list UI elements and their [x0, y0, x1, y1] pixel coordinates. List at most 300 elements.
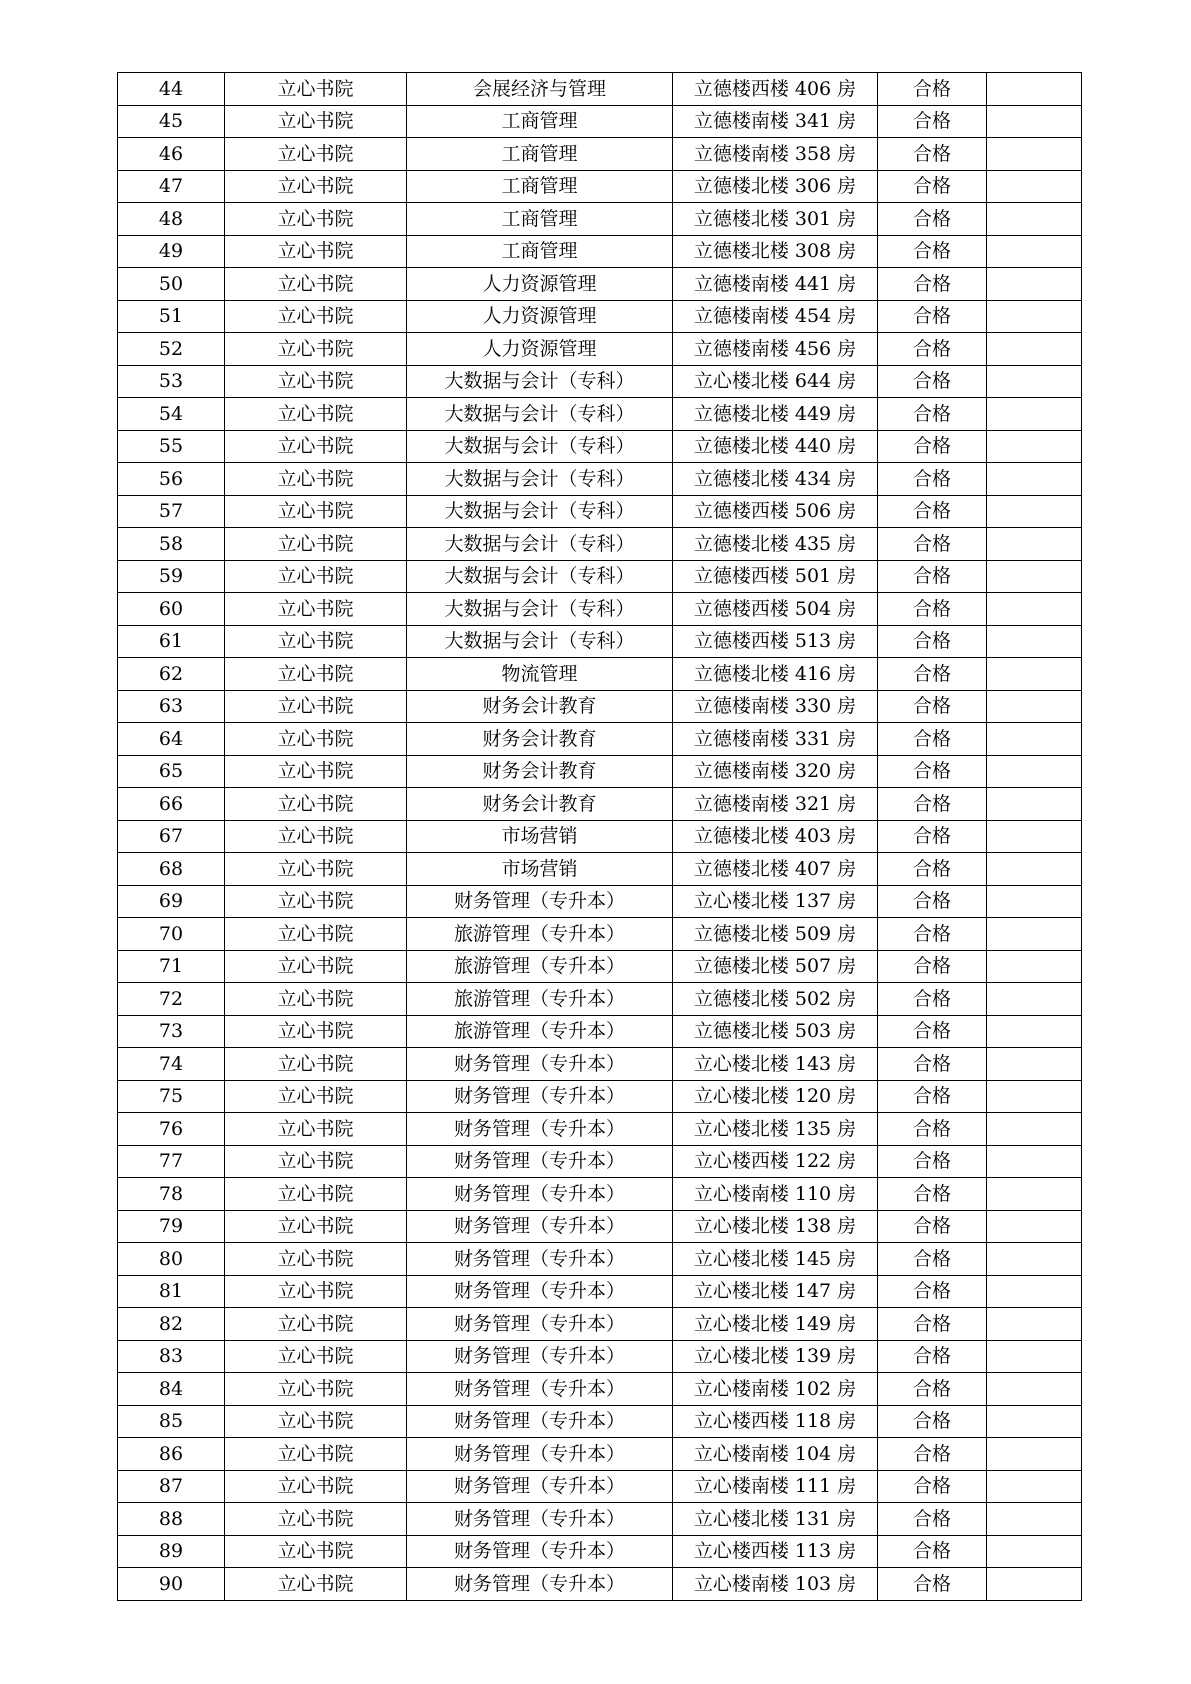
- cell-row-number: 44: [118, 73, 225, 106]
- cell-major: 财务管理（专升本）: [407, 1568, 673, 1601]
- cell-college: 立心书院: [225, 723, 407, 756]
- cell-note: [987, 463, 1082, 496]
- cell-room: 立德楼西楼 406 房: [673, 73, 878, 106]
- cell-note: [987, 1568, 1082, 1601]
- cell-row-number: 52: [118, 333, 225, 366]
- cell-room: 立心楼北楼 131 房: [673, 1503, 878, 1536]
- cell-college: 立心书院: [225, 333, 407, 366]
- cell-result: 合格: [878, 1048, 987, 1081]
- cell-room: 立心楼北楼 644 房: [673, 365, 878, 398]
- table-row: [118, 463, 1082, 496]
- cell-result: 合格: [878, 1568, 987, 1601]
- cell-result: 合格: [878, 788, 987, 821]
- cell-college: 立心书院: [225, 365, 407, 398]
- cell-major: 财务管理（专升本）: [407, 1503, 673, 1536]
- cell-college: 立心书院: [225, 690, 407, 723]
- cell-major: 大数据与会计（专科）: [407, 463, 673, 496]
- table-row: [118, 1275, 1082, 1308]
- cell-major: 财务管理（专升本）: [407, 1048, 673, 1081]
- cell-row-number: 86: [118, 1438, 225, 1471]
- cell-college: 立心书院: [225, 1308, 407, 1341]
- cell-note: [987, 1048, 1082, 1081]
- table-row: [118, 1113, 1082, 1146]
- cell-room: 立德楼北楼 434 房: [673, 463, 878, 496]
- cell-room: 立德楼南楼 358 房: [673, 138, 878, 171]
- cell-college: 立心书院: [225, 853, 407, 886]
- cell-note: [987, 820, 1082, 853]
- cell-result: 合格: [878, 105, 987, 138]
- cell-major: 工商管理: [407, 170, 673, 203]
- cell-college: 立心书院: [225, 1243, 407, 1276]
- cell-room: 立德楼北楼 306 房: [673, 170, 878, 203]
- cell-result: 合格: [878, 203, 987, 236]
- cell-result: 合格: [878, 885, 987, 918]
- cell-result: 合格: [878, 1535, 987, 1568]
- cell-college: 立心书院: [225, 1373, 407, 1406]
- cell-row-number: 77: [118, 1145, 225, 1178]
- cell-note: [987, 1080, 1082, 1113]
- cell-room: 立德楼北楼 502 房: [673, 983, 878, 1016]
- table-row: [118, 300, 1082, 333]
- cell-major: 财务会计教育: [407, 690, 673, 723]
- cell-result: 合格: [878, 365, 987, 398]
- cell-note: [987, 593, 1082, 626]
- table-row: [118, 1145, 1082, 1178]
- cell-row-number: 47: [118, 170, 225, 203]
- cell-room: 立德楼南楼 330 房: [673, 690, 878, 723]
- cell-row-number: 80: [118, 1243, 225, 1276]
- cell-college: 立心书院: [225, 1340, 407, 1373]
- cell-note: [987, 853, 1082, 886]
- cell-result: 合格: [878, 1503, 987, 1536]
- cell-room: 立心楼北楼 145 房: [673, 1243, 878, 1276]
- cell-note: [987, 1015, 1082, 1048]
- cell-college: 立心书院: [225, 398, 407, 431]
- cell-note: [987, 528, 1082, 561]
- cell-note: [987, 560, 1082, 593]
- cell-note: [987, 1308, 1082, 1341]
- cell-note: [987, 398, 1082, 431]
- table-body: [118, 73, 1082, 1601]
- cell-major: 财务管理（专升本）: [407, 1113, 673, 1146]
- cell-major: 工商管理: [407, 235, 673, 268]
- cell-college: 立心书院: [225, 203, 407, 236]
- cell-row-number: 87: [118, 1470, 225, 1503]
- table-row: [118, 73, 1082, 106]
- cell-result: 合格: [878, 463, 987, 496]
- table-row: [118, 983, 1082, 1016]
- table-row: [118, 268, 1082, 301]
- cell-note: [987, 755, 1082, 788]
- cell-college: 立心书院: [225, 625, 407, 658]
- cell-room: 立心楼北楼 149 房: [673, 1308, 878, 1341]
- table-row: [118, 723, 1082, 756]
- table-row: [118, 105, 1082, 138]
- cell-major: 市场营销: [407, 853, 673, 886]
- cell-note: [987, 1275, 1082, 1308]
- cell-room: 立德楼北楼 435 房: [673, 528, 878, 561]
- table-row: [118, 1080, 1082, 1113]
- cell-result: 合格: [878, 918, 987, 951]
- cell-row-number: 69: [118, 885, 225, 918]
- cell-row-number: 89: [118, 1535, 225, 1568]
- cell-room: 立心楼北楼 120 房: [673, 1080, 878, 1113]
- cell-row-number: 57: [118, 495, 225, 528]
- cell-result: 合格: [878, 170, 987, 203]
- cell-college: 立心书院: [225, 950, 407, 983]
- cell-row-number: 73: [118, 1015, 225, 1048]
- cell-note: [987, 788, 1082, 821]
- table-row: [118, 755, 1082, 788]
- cell-row-number: 51: [118, 300, 225, 333]
- table-row: [118, 1438, 1082, 1471]
- cell-result: 合格: [878, 1243, 987, 1276]
- cell-note: [987, 105, 1082, 138]
- table-row: [118, 203, 1082, 236]
- cell-major: 物流管理: [407, 658, 673, 691]
- cell-major: 工商管理: [407, 138, 673, 171]
- cell-note: [987, 1210, 1082, 1243]
- cell-row-number: 56: [118, 463, 225, 496]
- cell-college: 立心书院: [225, 1535, 407, 1568]
- cell-major: 财务管理（专升本）: [407, 1275, 673, 1308]
- cell-room: 立德楼南楼 331 房: [673, 723, 878, 756]
- cell-room: 立德楼北楼 507 房: [673, 950, 878, 983]
- cell-row-number: 90: [118, 1568, 225, 1601]
- table-row: [118, 1470, 1082, 1503]
- table-row: [118, 1373, 1082, 1406]
- table-row: [118, 593, 1082, 626]
- table-row: [118, 853, 1082, 886]
- cell-result: 合格: [878, 983, 987, 1016]
- cell-row-number: 82: [118, 1308, 225, 1341]
- cell-room: 立德楼西楼 504 房: [673, 593, 878, 626]
- cell-college: 立心书院: [225, 1048, 407, 1081]
- cell-row-number: 65: [118, 755, 225, 788]
- cell-major: 财务管理（专升本）: [407, 1178, 673, 1211]
- cell-college: 立心书院: [225, 1568, 407, 1601]
- cell-room: 立心楼南楼 103 房: [673, 1568, 878, 1601]
- cell-result: 合格: [878, 1145, 987, 1178]
- cell-major: 大数据与会计（专科）: [407, 495, 673, 528]
- cell-result: 合格: [878, 658, 987, 691]
- cell-row-number: 46: [118, 138, 225, 171]
- cell-note: [987, 235, 1082, 268]
- cell-result: 合格: [878, 268, 987, 301]
- cell-row-number: 68: [118, 853, 225, 886]
- cell-major: 大数据与会计（专科）: [407, 593, 673, 626]
- cell-note: [987, 268, 1082, 301]
- cell-college: 立心书院: [225, 1405, 407, 1438]
- cell-row-number: 63: [118, 690, 225, 723]
- cell-college: 立心书院: [225, 1080, 407, 1113]
- cell-college: 立心书院: [225, 593, 407, 626]
- cell-room: 立德楼北楼 449 房: [673, 398, 878, 431]
- cell-major: 人力资源管理: [407, 268, 673, 301]
- cell-row-number: 84: [118, 1373, 225, 1406]
- cell-row-number: 59: [118, 560, 225, 593]
- cell-result: 合格: [878, 950, 987, 983]
- cell-college: 立心书院: [225, 1113, 407, 1146]
- cell-room: 立德楼北楼 416 房: [673, 658, 878, 691]
- cell-note: [987, 300, 1082, 333]
- cell-room: 立心楼北楼 147 房: [673, 1275, 878, 1308]
- cell-room: 立德楼西楼 506 房: [673, 495, 878, 528]
- cell-room: 立德楼南楼 454 房: [673, 300, 878, 333]
- cell-row-number: 58: [118, 528, 225, 561]
- cell-note: [987, 1178, 1082, 1211]
- cell-result: 合格: [878, 1373, 987, 1406]
- cell-note: [987, 1373, 1082, 1406]
- cell-row-number: 55: [118, 430, 225, 463]
- table-row: [118, 1535, 1082, 1568]
- cell-result: 合格: [878, 755, 987, 788]
- cell-result: 合格: [878, 820, 987, 853]
- cell-result: 合格: [878, 495, 987, 528]
- cell-room: 立德楼西楼 501 房: [673, 560, 878, 593]
- cell-result: 合格: [878, 853, 987, 886]
- cell-note: [987, 723, 1082, 756]
- table-row: [118, 658, 1082, 691]
- table-row: [118, 235, 1082, 268]
- cell-major: 人力资源管理: [407, 333, 673, 366]
- cell-result: 合格: [878, 430, 987, 463]
- cell-room: 立德楼西楼 513 房: [673, 625, 878, 658]
- cell-college: 立心书院: [225, 430, 407, 463]
- cell-room: 立德楼南楼 441 房: [673, 268, 878, 301]
- table-row: [118, 430, 1082, 463]
- table-row: [118, 1405, 1082, 1438]
- cell-college: 立心书院: [225, 105, 407, 138]
- cell-row-number: 76: [118, 1113, 225, 1146]
- cell-result: 合格: [878, 1405, 987, 1438]
- cell-college: 立心书院: [225, 658, 407, 691]
- cell-result: 合格: [878, 593, 987, 626]
- cell-result: 合格: [878, 300, 987, 333]
- cell-row-number: 79: [118, 1210, 225, 1243]
- cell-college: 立心书院: [225, 788, 407, 821]
- cell-major: 旅游管理（专升本）: [407, 950, 673, 983]
- table-row: [118, 885, 1082, 918]
- cell-row-number: 74: [118, 1048, 225, 1081]
- table-row: [118, 333, 1082, 366]
- cell-room: 立德楼南楼 321 房: [673, 788, 878, 821]
- cell-college: 立心书院: [225, 1145, 407, 1178]
- cell-note: [987, 690, 1082, 723]
- cell-note: [987, 1438, 1082, 1471]
- cell-result: 合格: [878, 1275, 987, 1308]
- table-row: [118, 528, 1082, 561]
- cell-row-number: 71: [118, 950, 225, 983]
- cell-room: 立德楼南楼 341 房: [673, 105, 878, 138]
- table-row: [118, 950, 1082, 983]
- cell-major: 财务管理（专升本）: [407, 1470, 673, 1503]
- cell-note: [987, 885, 1082, 918]
- cell-row-number: 85: [118, 1405, 225, 1438]
- cell-row-number: 81: [118, 1275, 225, 1308]
- cell-row-number: 48: [118, 203, 225, 236]
- cell-major: 大数据与会计（专科）: [407, 560, 673, 593]
- table-row: [118, 1048, 1082, 1081]
- cell-result: 合格: [878, 398, 987, 431]
- cell-college: 立心书院: [225, 235, 407, 268]
- cell-major: 旅游管理（专升本）: [407, 983, 673, 1016]
- cell-room: 立心楼南楼 110 房: [673, 1178, 878, 1211]
- cell-major: 财务管理（专升本）: [407, 1340, 673, 1373]
- table-row: [118, 1178, 1082, 1211]
- cell-result: 合格: [878, 1470, 987, 1503]
- cell-room: 立德楼北楼 301 房: [673, 203, 878, 236]
- cell-room: 立心楼北楼 139 房: [673, 1340, 878, 1373]
- cell-note: [987, 495, 1082, 528]
- cell-room: 立德楼北楼 503 房: [673, 1015, 878, 1048]
- cell-row-number: 72: [118, 983, 225, 1016]
- cell-note: [987, 365, 1082, 398]
- cell-college: 立心书院: [225, 463, 407, 496]
- cell-room: 立德楼南楼 456 房: [673, 333, 878, 366]
- cell-note: [987, 1113, 1082, 1146]
- cell-college: 立心书院: [225, 560, 407, 593]
- cell-note: [987, 625, 1082, 658]
- cell-major: 财务管理（专升本）: [407, 1145, 673, 1178]
- cell-note: [987, 950, 1082, 983]
- cell-note: [987, 333, 1082, 366]
- cell-room: 立心楼西楼 113 房: [673, 1535, 878, 1568]
- cell-major: 大数据与会计（专科）: [407, 365, 673, 398]
- cell-result: 合格: [878, 1210, 987, 1243]
- cell-result: 合格: [878, 1015, 987, 1048]
- cell-note: [987, 983, 1082, 1016]
- cell-result: 合格: [878, 1080, 987, 1113]
- cell-college: 立心书院: [225, 1210, 407, 1243]
- cell-note: [987, 1145, 1082, 1178]
- cell-room: 立心楼北楼 137 房: [673, 885, 878, 918]
- table-row: [118, 138, 1082, 171]
- cell-note: [987, 1340, 1082, 1373]
- cell-row-number: 60: [118, 593, 225, 626]
- cell-major: 财务管理（专升本）: [407, 1373, 673, 1406]
- cell-major: 财务管理（专升本）: [407, 1535, 673, 1568]
- cell-room: 立心楼北楼 143 房: [673, 1048, 878, 1081]
- cell-major: 工商管理: [407, 203, 673, 236]
- cell-result: 合格: [878, 1113, 987, 1146]
- dormitory-inspection-table: [117, 72, 1082, 1601]
- cell-note: [987, 918, 1082, 951]
- cell-college: 立心书院: [225, 300, 407, 333]
- cell-major: 财务管理（专升本）: [407, 1243, 673, 1276]
- cell-room: 立德楼北楼 308 房: [673, 235, 878, 268]
- cell-major: 市场营销: [407, 820, 673, 853]
- cell-college: 立心书院: [225, 170, 407, 203]
- cell-result: 合格: [878, 1438, 987, 1471]
- cell-row-number: 62: [118, 658, 225, 691]
- table-row: [118, 788, 1082, 821]
- cell-room: 立心楼南楼 104 房: [673, 1438, 878, 1471]
- cell-result: 合格: [878, 1178, 987, 1211]
- table-row: [118, 495, 1082, 528]
- cell-note: [987, 1503, 1082, 1536]
- cell-room: 立德楼北楼 440 房: [673, 430, 878, 463]
- cell-note: [987, 1535, 1082, 1568]
- cell-note: [987, 138, 1082, 171]
- cell-college: 立心书院: [225, 885, 407, 918]
- table-row: [118, 560, 1082, 593]
- cell-college: 立心书院: [225, 1275, 407, 1308]
- table-row: [118, 690, 1082, 723]
- cell-college: 立心书院: [225, 495, 407, 528]
- cell-row-number: 75: [118, 1080, 225, 1113]
- cell-room: 立德楼北楼 509 房: [673, 918, 878, 951]
- cell-major: 大数据与会计（专科）: [407, 430, 673, 463]
- cell-major: 财务管理（专升本）: [407, 1308, 673, 1341]
- cell-note: [987, 430, 1082, 463]
- cell-college: 立心书院: [225, 1438, 407, 1471]
- table-row: [118, 1210, 1082, 1243]
- cell-result: 合格: [878, 1340, 987, 1373]
- cell-major: 旅游管理（专升本）: [407, 1015, 673, 1048]
- cell-row-number: 64: [118, 723, 225, 756]
- cell-result: 合格: [878, 1308, 987, 1341]
- cell-college: 立心书院: [225, 1503, 407, 1536]
- cell-note: [987, 170, 1082, 203]
- cell-result: 合格: [878, 560, 987, 593]
- table-row: [118, 1308, 1082, 1341]
- cell-result: 合格: [878, 528, 987, 561]
- cell-note: [987, 1243, 1082, 1276]
- cell-college: 立心书院: [225, 1470, 407, 1503]
- cell-note: [987, 1470, 1082, 1503]
- table-row: [118, 1568, 1082, 1601]
- cell-major: 财务管理（专升本）: [407, 1210, 673, 1243]
- cell-major: 财务管理（专升本）: [407, 1080, 673, 1113]
- cell-college: 立心书院: [225, 1178, 407, 1211]
- cell-row-number: 45: [118, 105, 225, 138]
- cell-row-number: 49: [118, 235, 225, 268]
- cell-major: 大数据与会计（专科）: [407, 625, 673, 658]
- table-row: [118, 170, 1082, 203]
- cell-row-number: 61: [118, 625, 225, 658]
- cell-result: 合格: [878, 625, 987, 658]
- cell-row-number: 50: [118, 268, 225, 301]
- cell-room: 立德楼北楼 403 房: [673, 820, 878, 853]
- cell-major: 财务会计教育: [407, 755, 673, 788]
- cell-major: 工商管理: [407, 105, 673, 138]
- cell-row-number: 78: [118, 1178, 225, 1211]
- table-row: [118, 365, 1082, 398]
- table-row: [118, 1243, 1082, 1276]
- table-row: [118, 1503, 1082, 1536]
- cell-result: 合格: [878, 690, 987, 723]
- cell-note: [987, 73, 1082, 106]
- cell-major: 财务会计教育: [407, 723, 673, 756]
- cell-college: 立心书院: [225, 820, 407, 853]
- cell-major: 财务管理（专升本）: [407, 1405, 673, 1438]
- cell-result: 合格: [878, 723, 987, 756]
- cell-room: 立心楼西楼 118 房: [673, 1405, 878, 1438]
- cell-college: 立心书院: [225, 268, 407, 301]
- table-row: [118, 820, 1082, 853]
- cell-room: 立德楼南楼 320 房: [673, 755, 878, 788]
- cell-note: [987, 203, 1082, 236]
- cell-row-number: 66: [118, 788, 225, 821]
- table-row: [118, 625, 1082, 658]
- cell-major: 会展经济与管理: [407, 73, 673, 106]
- table-row: [118, 1015, 1082, 1048]
- cell-result: 合格: [878, 138, 987, 171]
- cell-room: 立心楼北楼 138 房: [673, 1210, 878, 1243]
- cell-major: 旅游管理（专升本）: [407, 918, 673, 951]
- cell-note: [987, 1405, 1082, 1438]
